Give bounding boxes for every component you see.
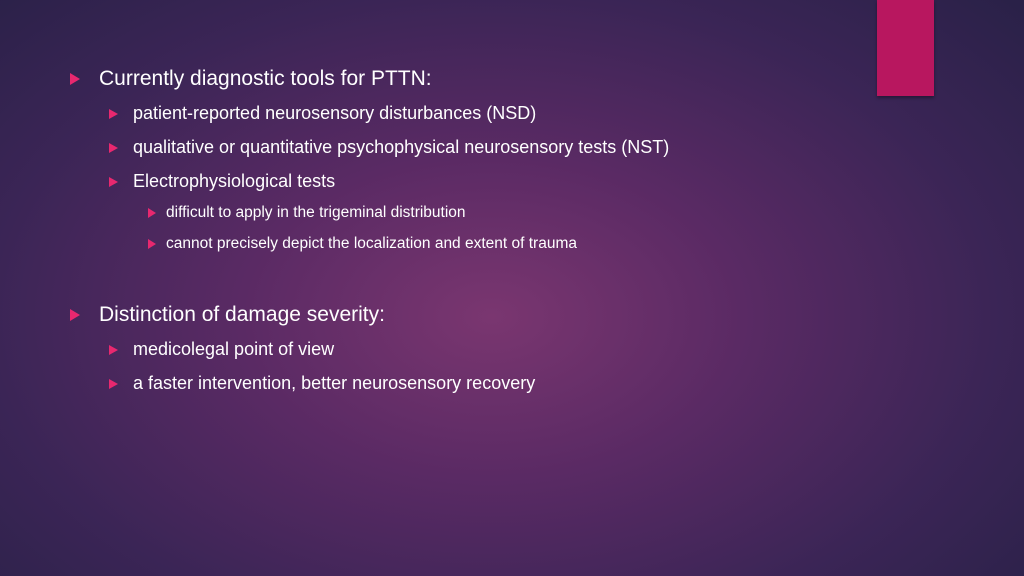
item-electrophysiological: Electrophysiological tests bbox=[133, 171, 336, 191]
bullet-arrow-icon bbox=[109, 345, 118, 355]
bullet-arrow-icon bbox=[109, 143, 118, 153]
bullet-trigeminal bbox=[148, 204, 466, 222]
bullet-arrow-icon bbox=[109, 177, 118, 187]
bullet-faster-intervention bbox=[109, 373, 535, 394]
bullet-medicolegal bbox=[109, 339, 334, 360]
item-medicolegal: medicolegal point of view bbox=[133, 339, 335, 359]
bullet-arrow-icon bbox=[109, 379, 118, 389]
bullet-electrophysiological bbox=[109, 171, 335, 192]
heading-damage-severity: Distinction of damage severity: bbox=[99, 303, 385, 326]
bullet-diagnostic-tools bbox=[70, 67, 432, 91]
bullet-arrow-icon bbox=[70, 73, 80, 85]
item-nsd: patient-reported neurosensory disturbances (NSD) bbox=[133, 103, 537, 123]
bullet-nst bbox=[109, 137, 669, 158]
subitem-trigeminal: difficult to apply in the trigeminal distribution bbox=[166, 204, 466, 221]
bullet-nsd bbox=[109, 103, 536, 124]
heading-diagnostic-tools: Currently diagnostic tools for PTTN: bbox=[99, 67, 432, 90]
bullet-arrow-icon bbox=[148, 208, 156, 218]
accent-bar bbox=[877, 0, 934, 96]
item-faster-intervention: a faster intervention, better neurosensory recovery bbox=[133, 373, 536, 393]
bullet-arrow-icon bbox=[70, 309, 80, 321]
bullet-damage-severity bbox=[70, 303, 385, 327]
item-nst: qualitative or quantitative psychophysical neurosensory tests (NST) bbox=[133, 137, 670, 157]
bullet-arrow-icon bbox=[109, 109, 118, 119]
bullet-arrow-icon bbox=[148, 239, 156, 249]
bullet-localization bbox=[148, 235, 577, 253]
subitem-localization: cannot precisely depict the localization and extent of trauma bbox=[166, 235, 577, 252]
